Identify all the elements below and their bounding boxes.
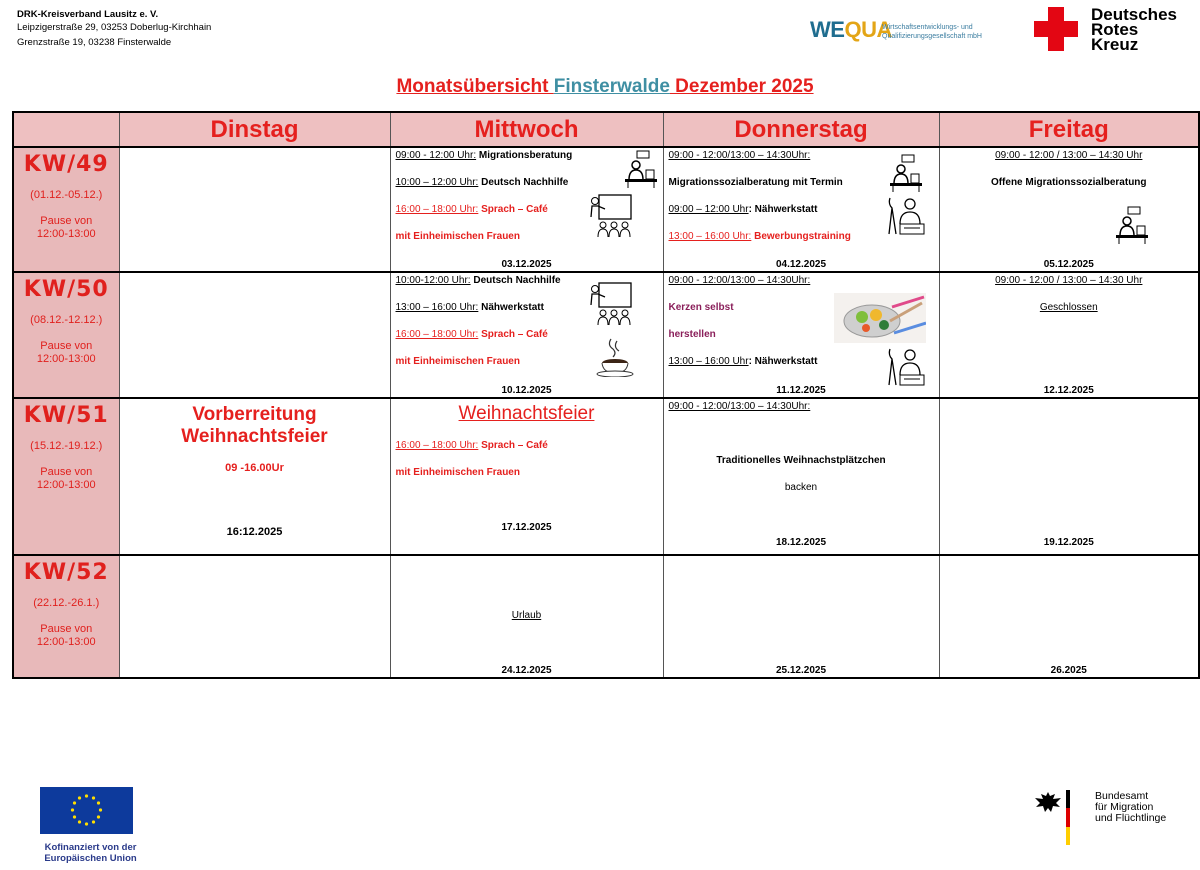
- day-cell: 09:00 - 12:00/13:00 – 14:30Uhr: Traditionelles Weihnachstplätzchen backen 18.12.2025: [663, 398, 939, 555]
- day-cell: 09:00 - 12:00 / 13:00 – 14:30 Uhr Offene Migrationssozialberatung 05.12.2025: [939, 147, 1199, 272]
- week-label: KW/49 (01.12.-05.12.) Pause von 12:00-13:00: [13, 147, 119, 272]
- day-cell: [119, 272, 390, 398]
- eu-stars-icon: [40, 787, 133, 834]
- counselling-icon: [623, 150, 659, 188]
- teacher-icon: [587, 281, 633, 327]
- page-title: Monatsübersicht Finsterwalde Dezember 2025: [396, 76, 814, 97]
- eu-caption: Kofinanziert von der Europäischen Union: [44, 842, 137, 864]
- day-cell: 10:00-12:00 Uhr: Deutsch Nachhilfe 13:00 – 16:00 Uhr: Nähwerkstatt 16:00 – 18:00 Uhr: Sprach – Café mit Einheimischen Frauen 10.12.2025: [390, 272, 663, 398]
- organization-info: [17, 9, 211, 50]
- day-cell: Urlaub 24.12.2025: [390, 555, 663, 678]
- day-header-wednesday: Mittwoch: [390, 112, 663, 147]
- day-cell: 26.2025: [939, 555, 1199, 678]
- day-header-friday: Freitag: [939, 112, 1199, 147]
- day-cell: [119, 555, 390, 678]
- german-flag-stripe: [1066, 790, 1070, 845]
- counselling-icon: [888, 154, 924, 192]
- week-row: [13, 555, 1199, 678]
- day-header-thursday: Donnerstag: [663, 112, 939, 147]
- day-cell: 25.12.2025: [663, 555, 939, 678]
- wequa-logo: WEQUA Wirtschaftsentwicklungs- und Qualifizierungsgesellschaft mbH: [810, 17, 982, 42]
- candle-paint-image: [834, 293, 926, 343]
- org-address-1: Leipzigerstraße 29, 03253 Doberlug-Kirchhain: [17, 21, 212, 33]
- day-cell: 19.12.2025: [939, 398, 1199, 555]
- calendar-table: [12, 111, 1200, 679]
- sewing-icon: [886, 194, 926, 236]
- teacher-icon: [587, 193, 633, 239]
- org-address-2: Grenzstraße 19, 03238 Finsterwalde: [17, 37, 172, 48]
- week-label: KW/50 (08.12.-12.12.) Pause von 12:00-13:00: [13, 272, 119, 398]
- day-cell: Weihnachtsfeier 16:00 – 18:00 Uhr: Sprach – Café mit Einheimischen Frauen 17.12.2025: [390, 398, 663, 555]
- week-label: KW/52 (22.12.-26.1.) Pause von 12:00-13:00: [13, 555, 119, 678]
- day-cell: Vorberreitung Weihnachtsfeier 09 -16.00Ur 16:12.2025: [119, 398, 390, 555]
- day-header-row: [13, 112, 1199, 147]
- day-cell: 09:00 - 12:00/13:00 – 14:30Uhr: Kerzen selbst herstellen 13:00 – 16:00 Uhr: Nähwerkstatt 11.12.2025: [663, 272, 939, 398]
- eu-flag-logo: [40, 787, 133, 834]
- week-row: [13, 272, 1199, 398]
- week-row: [13, 398, 1199, 555]
- counselling-icon: [1114, 206, 1150, 244]
- day-cell: [119, 147, 390, 272]
- week-row: [13, 147, 1199, 272]
- sewing-icon: [886, 345, 926, 387]
- drk-logo: Deutsches Rotes Kreuz: [1031, 7, 1199, 53]
- day-cell: 09:00 - 12:00 / 13:00 – 14:30 Uhr Geschlossen 12.12.2025: [939, 272, 1199, 398]
- coffee-cup-icon: [595, 337, 635, 377]
- org-name: DRK-Kreisverband Lausitz e. V.: [17, 9, 159, 20]
- bamf-logo: Bundesamt für Migration und Flüchtlinge: [1033, 788, 1193, 848]
- red-cross-icon: [1031, 7, 1081, 51]
- day-header-tuesday: Dinstag: [119, 112, 390, 147]
- corner-cell: [13, 112, 119, 147]
- eagle-icon: [1033, 790, 1063, 814]
- day-cell: 09:00 - 12:00/13:00 – 14:30Uhr: Migrationssozialberatung mit Termin 09:00 – 12:00 Uhr: Nähwerkstatt 13:00 – 16:00 Uhr: Bewerbungstraining 04.12.2025: [663, 147, 939, 272]
- day-cell: 09:00 - 12:00 Uhr: Migrationsberatung 10:00 – 12:00 Uhr: Deutsch Nachhilfe 16:00 – 18:00 Uhr: Sprach – Café mit Einheimischen Frauen 03.12.2025: [390, 147, 663, 272]
- week-label: KW/51 (15.12.-19.12.) Pause von 12:00-13:00: [13, 398, 119, 555]
